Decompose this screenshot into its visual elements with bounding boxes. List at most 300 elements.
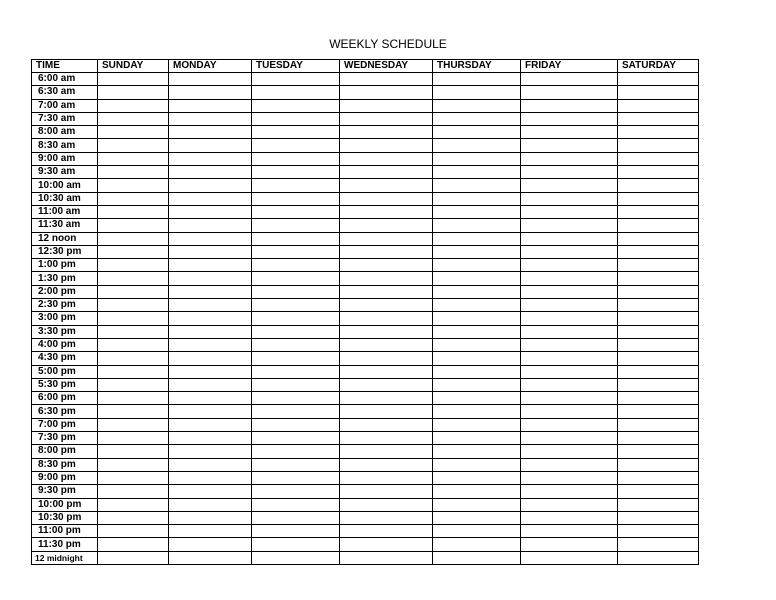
schedule-cell-thursday[interactable] [433,86,521,99]
table-row [32,205,699,218]
schedule-cell-saturday[interactable] [618,418,699,431]
schedule-cell-monday[interactable] [169,166,252,179]
schedule-cell-wednesday[interactable] [340,485,433,498]
schedule-cell-friday[interactable] [521,352,618,365]
schedule-cell-wednesday[interactable] [340,352,433,365]
schedule-cell-wednesday[interactable] [340,498,433,511]
schedule-cell-friday[interactable] [521,139,618,152]
time-slot-label: 6:00 pm [32,392,98,405]
schedule-cell-monday[interactable] [169,152,252,165]
schedule-cell-tuesday[interactable] [252,498,340,511]
schedule-cell-friday[interactable] [521,259,618,272]
schedule-cell-wednesday[interactable] [340,471,433,484]
schedule-cell-monday[interactable] [169,432,252,445]
schedule-cell-wednesday[interactable] [340,245,433,258]
schedule-cell-tuesday[interactable] [252,485,340,498]
schedule-cell-thursday[interactable] [433,112,521,125]
schedule-cell-wednesday[interactable] [340,365,433,378]
schedule-cell-tuesday[interactable] [252,338,340,351]
schedule-cell-monday[interactable] [169,179,252,192]
table-row [32,219,699,232]
schedule-cell-friday[interactable] [521,538,618,551]
schedule-cell-saturday[interactable] [618,272,699,285]
schedule-cell-tuesday[interactable] [252,418,340,431]
time-slot-label: 7:30 pm [32,432,98,445]
table-row [32,365,699,378]
schedule-cell-sunday[interactable] [98,471,169,484]
schedule-cell-thursday[interactable] [433,418,521,431]
schedule-cell-saturday[interactable] [618,511,699,524]
schedule-cell-thursday[interactable] [433,245,521,258]
schedule-cell-monday[interactable] [169,112,252,125]
schedule-cell-thursday[interactable] [433,312,521,325]
schedule-cell-monday[interactable] [169,245,252,258]
table-row [32,458,699,471]
schedule-cell-wednesday[interactable] [340,139,433,152]
time-slot-label: 5:00 pm [32,365,98,378]
schedule-cell-friday[interactable] [521,245,618,258]
table-row [32,352,699,365]
schedule-cell-friday[interactable] [521,73,618,86]
table-row [32,272,699,285]
schedule-cell-friday[interactable] [521,86,618,99]
schedule-cell-saturday[interactable] [618,126,699,139]
schedule-cell-sunday[interactable] [98,299,169,312]
table-row [32,299,699,312]
schedule-cell-sunday[interactable] [98,511,169,524]
schedule-cell-sunday[interactable] [98,166,169,179]
schedule-cell-sunday[interactable] [98,139,169,152]
schedule-cell-sunday[interactable] [98,551,169,564]
schedule-cell-tuesday[interactable] [252,445,340,458]
schedule-cell-thursday[interactable] [433,498,521,511]
schedule-cell-friday[interactable] [521,511,618,524]
schedule-cell-saturday[interactable] [618,99,699,112]
schedule-cell-saturday[interactable] [618,205,699,218]
schedule-cell-monday[interactable] [169,538,252,551]
schedule-cell-friday[interactable] [521,152,618,165]
schedule-cell-friday[interactable] [521,471,618,484]
schedule-cell-tuesday[interactable] [252,112,340,125]
schedule-cell-thursday[interactable] [433,551,521,564]
time-slot-label: 2:30 pm [32,299,98,312]
schedule-cell-tuesday[interactable] [252,272,340,285]
schedule-cell-saturday[interactable] [618,525,699,538]
schedule-cell-tuesday[interactable] [252,86,340,99]
schedule-cell-saturday[interactable] [618,152,699,165]
schedule-cell-sunday[interactable] [98,245,169,258]
schedule-cell-monday[interactable] [169,352,252,365]
schedule-cell-sunday[interactable] [98,498,169,511]
schedule-cell-tuesday[interactable] [252,285,340,298]
schedule-cell-thursday[interactable] [433,538,521,551]
schedule-cell-saturday[interactable] [618,179,699,192]
column-header-thursday: THURSDAY [433,60,521,73]
schedule-cell-wednesday[interactable] [340,73,433,86]
column-header-wednesday: WEDNESDAY [340,60,433,73]
schedule-cell-monday[interactable] [169,418,252,431]
schedule-cell-wednesday[interactable] [340,405,433,418]
schedule-cell-friday[interactable] [521,418,618,431]
time-slot-label: 9:00 pm [32,471,98,484]
schedule-cell-thursday[interactable] [433,445,521,458]
schedule-cell-monday[interactable] [169,299,252,312]
time-slot-label: 10:30 pm [32,511,98,524]
schedule-cell-saturday[interactable] [618,551,699,564]
schedule-cell-tuesday[interactable] [252,525,340,538]
schedule-cell-monday[interactable] [169,73,252,86]
schedule-cell-saturday[interactable] [618,471,699,484]
schedule-cell-tuesday[interactable] [252,405,340,418]
schedule-cell-thursday[interactable] [433,99,521,112]
schedule-cell-monday[interactable] [169,525,252,538]
schedule-cell-wednesday[interactable] [340,166,433,179]
schedule-cell-wednesday[interactable] [340,86,433,99]
schedule-cell-sunday[interactable] [98,392,169,405]
schedule-cell-tuesday[interactable] [252,152,340,165]
table-row [32,405,699,418]
schedule-cell-tuesday[interactable] [252,179,340,192]
schedule-cell-tuesday[interactable] [252,259,340,272]
schedule-cell-wednesday[interactable] [340,325,433,338]
schedule-cell-tuesday[interactable] [252,126,340,139]
schedule-cell-wednesday[interactable] [340,538,433,551]
schedule-cell-monday[interactable] [169,338,252,351]
schedule-cell-tuesday[interactable] [252,192,340,205]
schedule-cell-tuesday[interactable] [252,73,340,86]
schedule-cell-friday[interactable] [521,272,618,285]
schedule-cell-monday[interactable] [169,458,252,471]
schedule-cell-tuesday[interactable] [252,232,340,245]
schedule-cell-sunday[interactable] [98,152,169,165]
schedule-cell-friday[interactable] [521,219,618,232]
time-slot-label: 8:30 pm [32,458,98,471]
schedule-cell-friday[interactable] [521,99,618,112]
schedule-cell-saturday[interactable] [618,112,699,125]
schedule-cell-wednesday[interactable] [340,232,433,245]
schedule-cell-friday[interactable] [521,179,618,192]
schedule-cell-wednesday[interactable] [340,338,433,351]
schedule-cell-thursday[interactable] [433,192,521,205]
time-slot-label: 4:30 pm [32,352,98,365]
schedule-cell-friday[interactable] [521,551,618,564]
schedule-cell-sunday[interactable] [98,86,169,99]
schedule-cell-thursday[interactable] [433,365,521,378]
schedule-cell-sunday[interactable] [98,445,169,458]
schedule-cell-wednesday[interactable] [340,312,433,325]
schedule-cell-wednesday[interactable] [340,152,433,165]
schedule-cell-tuesday[interactable] [252,166,340,179]
schedule-cell-thursday[interactable] [433,232,521,245]
page-title: WEEKLY SCHEDULE [329,37,447,51]
schedule-cell-thursday[interactable] [433,73,521,86]
schedule-cell-monday[interactable] [169,325,252,338]
schedule-cell-sunday[interactable] [98,525,169,538]
schedule-cell-sunday[interactable] [98,285,169,298]
schedule-cell-wednesday[interactable] [340,458,433,471]
schedule-cell-sunday[interactable] [98,192,169,205]
schedule-cell-wednesday[interactable] [340,272,433,285]
schedule-cell-thursday[interactable] [433,325,521,338]
schedule-cell-thursday[interactable] [433,458,521,471]
schedule-cell-friday[interactable] [521,325,618,338]
schedule-cell-wednesday[interactable] [340,192,433,205]
schedule-cell-saturday[interactable] [618,405,699,418]
schedule-cell-wednesday[interactable] [340,418,433,431]
schedule-cell-monday[interactable] [169,232,252,245]
schedule-cell-sunday[interactable] [98,179,169,192]
schedule-cell-thursday[interactable] [433,272,521,285]
schedule-cell-saturday[interactable] [618,312,699,325]
schedule-cell-sunday[interactable] [98,232,169,245]
column-header-monday: MONDAY [169,60,252,73]
schedule-cell-friday[interactable] [521,458,618,471]
schedule-cell-tuesday[interactable] [252,312,340,325]
schedule-cell-sunday[interactable] [98,205,169,218]
table-row [32,525,699,538]
schedule-cell-friday[interactable] [521,405,618,418]
schedule-cell-thursday[interactable] [433,152,521,165]
schedule-cell-thursday[interactable] [433,352,521,365]
schedule-cell-thursday[interactable] [433,338,521,351]
schedule-cell-wednesday[interactable] [340,112,433,125]
schedule-cell-sunday[interactable] [98,378,169,391]
schedule-cell-monday[interactable] [169,405,252,418]
schedule-cell-saturday[interactable] [618,219,699,232]
schedule-cell-tuesday[interactable] [252,299,340,312]
table-row [32,126,699,139]
schedule-cell-thursday[interactable] [433,511,521,524]
schedule-cell-monday[interactable] [169,551,252,564]
schedule-cell-sunday[interactable] [98,325,169,338]
schedule-cell-wednesday[interactable] [340,551,433,564]
schedule-cell-saturday[interactable] [618,259,699,272]
schedule-cell-wednesday[interactable] [340,299,433,312]
table-row [32,112,699,125]
schedule-cell-friday[interactable] [521,166,618,179]
schedule-cell-friday[interactable] [521,485,618,498]
schedule-cell-tuesday[interactable] [252,511,340,524]
schedule-cell-saturday[interactable] [618,192,699,205]
schedule-cell-monday[interactable] [169,205,252,218]
table-row [32,498,699,511]
schedule-cell-friday[interactable] [521,445,618,458]
schedule-cell-saturday[interactable] [618,352,699,365]
schedule-cell-monday[interactable] [169,445,252,458]
time-slot-label: 10:00 pm [32,498,98,511]
schedule-cell-wednesday[interactable] [340,445,433,458]
schedule-cell-tuesday[interactable] [252,245,340,258]
schedule-cell-monday[interactable] [169,272,252,285]
schedule-cell-monday[interactable] [169,192,252,205]
schedule-cell-thursday[interactable] [433,525,521,538]
schedule-cell-saturday[interactable] [618,498,699,511]
schedule-cell-saturday[interactable] [618,325,699,338]
schedule-cell-sunday[interactable] [98,259,169,272]
schedule-cell-saturday[interactable] [618,139,699,152]
schedule-cell-friday[interactable] [521,392,618,405]
schedule-cell-sunday[interactable] [98,485,169,498]
schedule-cell-sunday[interactable] [98,338,169,351]
schedule-cell-saturday[interactable] [618,485,699,498]
schedule-cell-tuesday[interactable] [252,458,340,471]
schedule-cell-thursday[interactable] [433,432,521,445]
schedule-cell-thursday[interactable] [433,471,521,484]
schedule-cell-monday[interactable] [169,365,252,378]
schedule-cell-wednesday[interactable] [340,285,433,298]
schedule-cell-tuesday[interactable] [252,538,340,551]
schedule-cell-friday[interactable] [521,338,618,351]
table-row [32,378,699,391]
schedule-cell-wednesday[interactable] [340,525,433,538]
schedule-cell-wednesday[interactable] [340,179,433,192]
schedule-cell-tuesday[interactable] [252,365,340,378]
table-row [32,259,699,272]
schedule-cell-tuesday[interactable] [252,432,340,445]
schedule-cell-saturday[interactable] [618,285,699,298]
schedule-cell-monday[interactable] [169,219,252,232]
schedule-cell-wednesday[interactable] [340,378,433,391]
schedule-cell-thursday[interactable] [433,485,521,498]
table-row [32,538,699,551]
schedule-cell-wednesday[interactable] [340,392,433,405]
schedule-cell-friday[interactable] [521,112,618,125]
schedule-cell-sunday[interactable] [98,418,169,431]
table-row [32,511,699,524]
time-slot-label: 7:00 pm [32,418,98,431]
schedule-cell-thursday[interactable] [433,392,521,405]
schedule-cell-saturday[interactable] [618,432,699,445]
schedule-cell-tuesday[interactable] [252,352,340,365]
schedule-body [32,73,699,565]
schedule-cell-sunday[interactable] [98,352,169,365]
schedule-cell-sunday[interactable] [98,538,169,551]
table-row [32,312,699,325]
schedule-cell-tuesday[interactable] [252,219,340,232]
schedule-cell-thursday[interactable] [433,139,521,152]
schedule-cell-sunday[interactable] [98,365,169,378]
schedule-cell-friday[interactable] [521,126,618,139]
schedule-cell-thursday[interactable] [433,259,521,272]
schedule-cell-tuesday[interactable] [252,471,340,484]
schedule-cell-saturday[interactable] [618,458,699,471]
schedule-cell-thursday[interactable] [433,219,521,232]
schedule-cell-monday[interactable] [169,285,252,298]
schedule-cell-monday[interactable] [169,498,252,511]
schedule-cell-tuesday[interactable] [252,392,340,405]
schedule-cell-monday[interactable] [169,485,252,498]
schedule-cell-wednesday[interactable] [340,511,433,524]
schedule-cell-thursday[interactable] [433,405,521,418]
table-row [32,86,699,99]
time-slot-label: 6:00 am [32,73,98,86]
schedule-cell-friday[interactable] [521,285,618,298]
schedule-cell-thursday[interactable] [433,179,521,192]
schedule-cell-sunday[interactable] [98,312,169,325]
schedule-cell-thursday[interactable] [433,378,521,391]
schedule-cell-sunday[interactable] [98,458,169,471]
schedule-cell-monday[interactable] [169,99,252,112]
schedule-cell-saturday[interactable] [618,538,699,551]
schedule-cell-saturday[interactable] [618,232,699,245]
schedule-cell-sunday[interactable] [98,405,169,418]
schedule-cell-wednesday[interactable] [340,99,433,112]
schedule-cell-thursday[interactable] [433,205,521,218]
schedule-cell-friday[interactable] [521,312,618,325]
schedule-cell-monday[interactable] [169,126,252,139]
schedule-cell-wednesday[interactable] [340,219,433,232]
schedule-cell-friday[interactable] [521,192,618,205]
schedule-cell-friday[interactable] [521,498,618,511]
schedule-cell-monday[interactable] [169,378,252,391]
schedule-cell-wednesday[interactable] [340,126,433,139]
schedule-cell-saturday[interactable] [618,378,699,391]
schedule-cell-friday[interactable] [521,432,618,445]
time-slot-label: 12:30 pm [32,245,98,258]
schedule-cell-tuesday[interactable] [252,99,340,112]
schedule-cell-wednesday[interactable] [340,205,433,218]
table-row [32,166,699,179]
schedule-cell-saturday[interactable] [618,166,699,179]
schedule-cell-wednesday[interactable] [340,259,433,272]
time-slot-label: 7:30 am [32,112,98,125]
schedule-cell-tuesday[interactable] [252,551,340,564]
table-row [32,418,699,431]
schedule-cell-saturday[interactable] [618,86,699,99]
schedule-cell-sunday[interactable] [98,99,169,112]
column-header-saturday: SATURDAY [618,60,699,73]
schedule-cell-friday[interactable] [521,232,618,245]
schedule-cell-monday[interactable] [169,259,252,272]
schedule-cell-wednesday[interactable] [340,432,433,445]
schedule-cell-sunday[interactable] [98,112,169,125]
schedule-cell-friday[interactable] [521,378,618,391]
schedule-cell-sunday[interactable] [98,73,169,86]
schedule-cell-saturday[interactable] [618,445,699,458]
schedule-cell-sunday[interactable] [98,219,169,232]
schedule-cell-friday[interactable] [521,525,618,538]
schedule-cell-saturday[interactable] [618,365,699,378]
schedule-cell-sunday[interactable] [98,272,169,285]
schedule-cell-friday[interactable] [521,365,618,378]
schedule-cell-monday[interactable] [169,471,252,484]
schedule-cell-saturday[interactable] [618,299,699,312]
schedule-cell-thursday[interactable] [433,166,521,179]
schedule-cell-monday[interactable] [169,139,252,152]
time-slot-label: 11:00 am [32,205,98,218]
schedule-cell-thursday[interactable] [433,285,521,298]
schedule-cell-monday[interactable] [169,312,252,325]
schedule-cell-sunday[interactable] [98,432,169,445]
schedule-cell-thursday[interactable] [433,126,521,139]
schedule-cell-sunday[interactable] [98,126,169,139]
schedule-cell-thursday[interactable] [433,299,521,312]
schedule-cell-monday[interactable] [169,86,252,99]
schedule-cell-saturday[interactable] [618,73,699,86]
schedule-cell-saturday[interactable] [618,392,699,405]
schedule-cell-saturday[interactable] [618,245,699,258]
schedule-cell-monday[interactable] [169,392,252,405]
schedule-cell-monday[interactable] [169,511,252,524]
time-slot-label: 12 noon [32,232,98,245]
schedule-cell-tuesday[interactable] [252,378,340,391]
schedule-cell-tuesday[interactable] [252,325,340,338]
schedule-cell-tuesday[interactable] [252,139,340,152]
schedule-cell-friday[interactable] [521,299,618,312]
schedule-cell-saturday[interactable] [618,338,699,351]
schedule-cell-friday[interactable] [521,205,618,218]
schedule-cell-tuesday[interactable] [252,205,340,218]
